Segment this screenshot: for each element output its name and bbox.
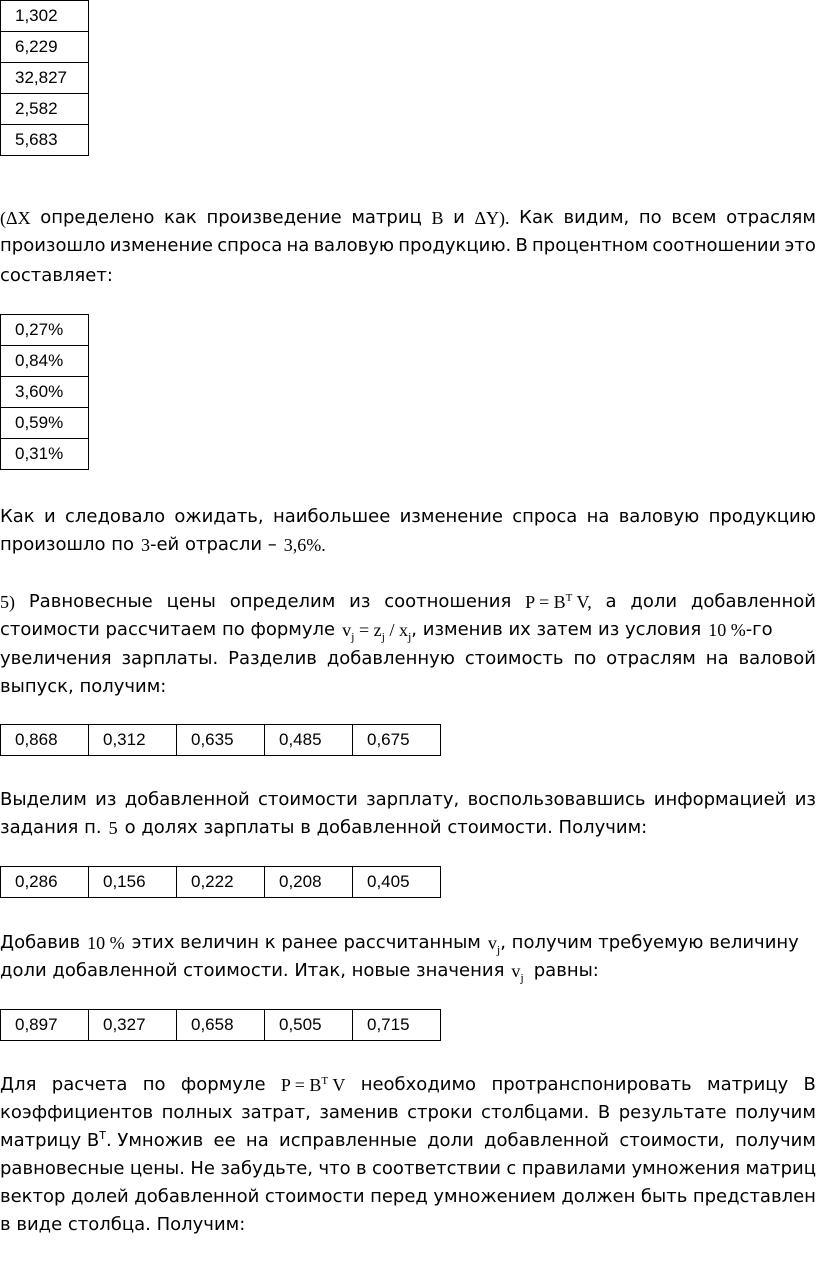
table-cell: 0,505 xyxy=(265,1010,353,1041)
formula-p-bt-v: $P = B^T$ V, xyxy=(525,592,592,612)
paragraph-6-line-6: в виде столбца. Получим: xyxy=(0,1214,246,1235)
table-cell: 0,658 xyxy=(177,1010,265,1041)
formula-p-bt-v: $P = B^T$ V xyxy=(280,1075,346,1095)
table-cell: 0,405 xyxy=(353,867,441,898)
formula-vj: $v_j = z_j / x_j$ xyxy=(342,620,412,644)
paragraph-2-line-2: произошло по 3 -ей отрасли – 3,6%. xyxy=(0,534,326,555)
table-cell: 6,229 xyxy=(1,32,89,63)
wages-table xyxy=(0,866,441,898)
table-cell: 0,286 xyxy=(1,867,89,898)
table-cell: 0,27% xyxy=(1,315,89,346)
paragraph-5-line-2: доли добавленной стоимости. Итак, новые значения $v_j$ равны: xyxy=(0,960,599,985)
table-cell: 32,827 xyxy=(1,63,89,94)
table-cell: 2,582 xyxy=(1,94,89,125)
paragraph-3-line-1: 5) Равновесные цены определим из соотношения $P = B^T$ V, а доли добавленной xyxy=(0,588,816,616)
value-added-table xyxy=(0,724,441,756)
paragraph-4-line-2: задания п. 5 о долях зарплаты в добавленной стоимости. Получим: xyxy=(0,817,648,838)
paragraph-3-line-4: выпуск, получим: xyxy=(0,676,167,697)
table-cell: 0,635 xyxy=(177,725,265,756)
table-cell: 0,327 xyxy=(89,1010,177,1041)
table-cell: 0,897 xyxy=(1,1010,89,1041)
new-v-table xyxy=(0,1009,441,1041)
paragraph-3-line-2: стоимости рассчитаем по формуле $v_j = z_j / x_j$ , изменив их затем из условия 10 % -го xyxy=(0,616,816,644)
paragraph-5-line-1: Добавив 10 % этих величин к ранее рассчитанным $v_j$ , получим требуемую величину xyxy=(0,932,799,957)
paragraph-6-line-1: Для расчета по формуле $P = B^T$ V необходимо протранспонировать матрицу В xyxy=(0,1071,816,1099)
paragraph-1-line-2: произошло изменение спроса на валовую продукцию. В процентном соотношении это xyxy=(0,235,816,256)
table-cell: 1,302 xyxy=(1,1,89,32)
paragraph-6-line-2: коэффициентов полных затрат, заменив строки столбцами. В результате получим xyxy=(0,1102,816,1123)
percent-table xyxy=(0,314,89,470)
table-cell: 0,222 xyxy=(177,867,265,898)
growth-table xyxy=(0,0,89,156)
table-cell: 0,59% xyxy=(1,408,89,439)
paragraph-6-line-3: матрицу $В^Т$. Умножив ее на исправленные доли добавленной стоимости, получим xyxy=(0,1129,816,1151)
table-cell: 0,485 xyxy=(265,725,353,756)
table-cell: 0,208 xyxy=(265,867,353,898)
table-cell: 0,312 xyxy=(89,725,177,756)
table-cell: 0,84% xyxy=(1,346,89,377)
table-cell: 0,715 xyxy=(353,1010,441,1041)
table-cell: 3,60% xyxy=(1,377,89,408)
paragraph-6-line-5: вектор долей добавленной стоимости перед умножением должен быть представлен xyxy=(0,1186,816,1207)
table-cell: 0,31% xyxy=(1,439,89,470)
paragraph-3-line-3: увеличения зарплаты. Разделив добавленную стоимость по отраслям на валовой xyxy=(0,648,816,669)
paragraph-1-line-1: (ΔX определено как произведение матриц B и ΔY). Как видим, по всем отраслям xyxy=(0,207,816,228)
table-cell: 0,156 xyxy=(89,867,177,898)
table-cell: 0,675 xyxy=(353,725,441,756)
paragraph-2-line-1: Как и следовало ожидать, наибольшее изменение спроса на валовую продукцию xyxy=(0,506,816,527)
paragraph-4-line-1: Выделим из добавленной стоимости зарплату, воспользовавшись информацией из xyxy=(0,789,816,810)
paragraph-6-line-4: равновесные цены. Не забудьте, что в соответствии с правилами умножения матриц xyxy=(0,1158,816,1179)
table-cell: 0,868 xyxy=(1,725,89,756)
paragraph-1-line-3: составляет: xyxy=(0,265,113,286)
table-cell: 5,683 xyxy=(1,125,89,156)
